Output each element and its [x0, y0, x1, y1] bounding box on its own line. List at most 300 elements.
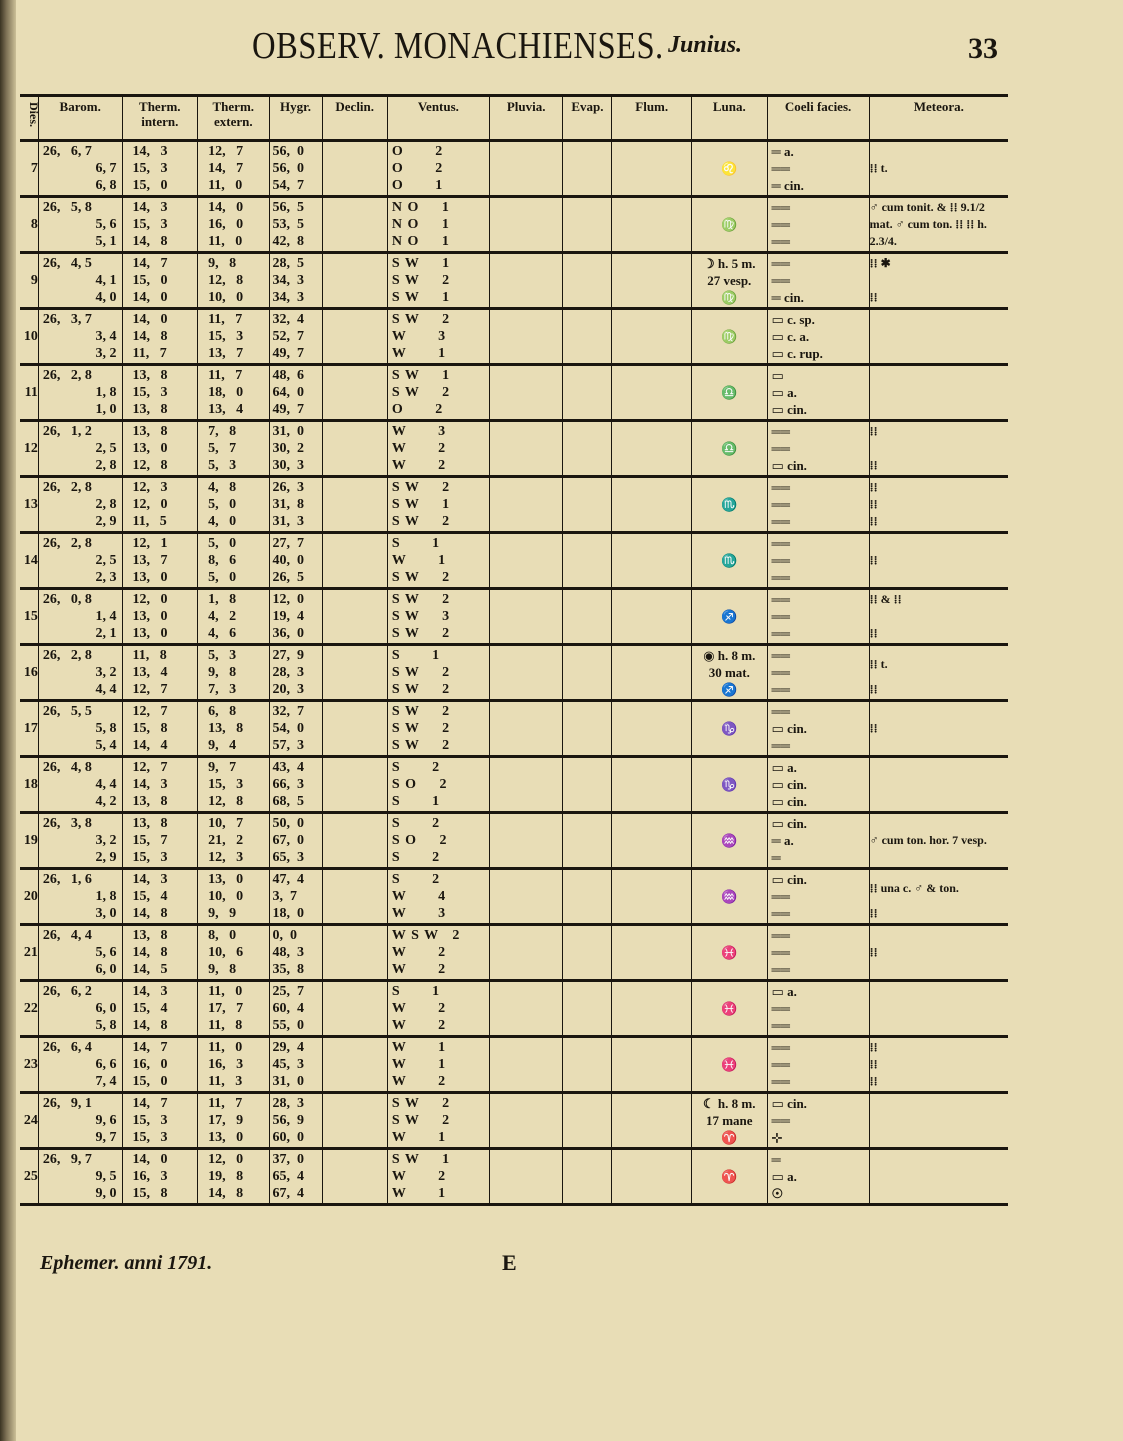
- luna-cell: [692, 701, 768, 757]
- vent-value: S W 2: [391, 570, 451, 585]
- pluvia-cell: [489, 813, 562, 869]
- vent-value: S 2: [391, 760, 441, 775]
- tin-value: 14, 0: [132, 312, 168, 327]
- tex-value: 5, 7: [208, 441, 237, 456]
- tex-value: 1, 8: [208, 592, 237, 607]
- baro-value: 4, 4: [95, 682, 117, 697]
- hyg-cell: [269, 589, 322, 645]
- page-title: OBSERV. MONACHIENSES.: [252, 25, 664, 67]
- vent-value: W 2: [391, 1018, 447, 1033]
- tex-cell: [198, 477, 269, 533]
- flum-cell: [612, 757, 692, 813]
- baro-value: 7, 4: [95, 1074, 117, 1089]
- baro-value: 26, 1, 2: [42, 424, 92, 439]
- coeli-value: ══: [771, 1018, 790, 1033]
- tin-value: 14, 3: [132, 777, 168, 792]
- hyg-value: 34, 3: [272, 290, 304, 305]
- luna-value: ♐: [721, 609, 738, 624]
- baro-value: 1, 0: [95, 402, 117, 417]
- table-row: [20, 421, 1008, 477]
- tex-value: 11, 7: [208, 368, 243, 383]
- tin-cell: [122, 645, 198, 701]
- coeli-value: ══: [771, 217, 790, 232]
- hyg-value: 34, 3: [272, 273, 304, 288]
- evap-cell: [563, 141, 612, 197]
- coeli-value: ══: [771, 480, 790, 495]
- tin-value: 14, 8: [132, 945, 168, 960]
- coeli-value: ═ a.: [771, 833, 794, 848]
- tex-value: 21, 2: [208, 833, 244, 848]
- coeli-value: ▭ a.: [771, 1169, 797, 1184]
- hyg-value: 3, 7: [272, 889, 297, 904]
- column-header: Barom.: [38, 96, 122, 141]
- coeli-value: ▭ cin.: [771, 458, 807, 473]
- hyg-value: 18, 0: [272, 906, 304, 921]
- hyg-value: 37, 0: [272, 1152, 304, 1167]
- declin-cell: [322, 477, 387, 533]
- page-header: [0, 18, 1123, 78]
- tex-value: 15, 3: [208, 777, 244, 792]
- vent-value: O 2: [391, 144, 444, 159]
- coeli-cell: [767, 421, 869, 477]
- tin-value: 15, 3: [132, 1113, 168, 1128]
- table-row: [20, 197, 1008, 253]
- hyg-value: 67, 4: [272, 1186, 304, 1201]
- pluvia-cell: [489, 589, 562, 645]
- meteora-value: ⁞⁞ & ⁞⁞: [869, 592, 902, 606]
- baro-value: 5, 1: [95, 234, 117, 249]
- tex-cell: [198, 365, 269, 421]
- vent-value: S W 2: [391, 592, 451, 607]
- hyg-cell: [269, 757, 322, 813]
- pluvia-cell: [489, 533, 562, 589]
- day-cell: 18: [20, 757, 38, 813]
- hyg-value: 55, 0: [272, 1018, 304, 1033]
- baro-value: 4, 4: [95, 777, 117, 792]
- luna-cell: [692, 197, 768, 253]
- baro-value: 26, 4, 8: [42, 760, 92, 775]
- tex-value: 13, 8: [208, 721, 244, 736]
- declin-cell: [322, 1149, 387, 1205]
- baro-value: 26, 5, 8: [42, 200, 92, 215]
- coeli-value: ▭ cin.: [771, 402, 807, 417]
- tin-value: 13, 8: [132, 424, 168, 439]
- hyg-cell: [269, 981, 322, 1037]
- coeli-value: ══: [771, 962, 790, 977]
- footer-ephemer: Ephemer. anni 1791.: [40, 1252, 213, 1274]
- hyg-value: 25, 7: [272, 984, 304, 999]
- meteora-cell: [869, 533, 1008, 589]
- tin-value: 15, 3: [132, 217, 168, 232]
- coeli-value: ⊹: [771, 1130, 783, 1145]
- vent-cell: [387, 253, 489, 309]
- hyg-value: 20, 3: [272, 682, 304, 697]
- meteora-value: ⁞⁞: [869, 1057, 878, 1071]
- pluvia-cell: [489, 141, 562, 197]
- vent-value: S W 2: [391, 682, 451, 697]
- tin-value: 14, 8: [132, 329, 168, 344]
- tin-value: 14, 7: [132, 1096, 168, 1111]
- baro-value: 6, 7: [95, 161, 117, 176]
- tex-value: 16, 3: [208, 1057, 244, 1072]
- hyg-value: 56, 9: [272, 1113, 304, 1128]
- coeli-cell: [767, 365, 869, 421]
- day-cell: 12: [20, 421, 38, 477]
- hyg-cell: [269, 1093, 322, 1149]
- hyg-cell: [269, 925, 322, 981]
- column-header: Flum.: [612, 96, 692, 141]
- baro-value: 2, 9: [95, 514, 117, 529]
- tex-value: 4, 2: [208, 609, 237, 624]
- hyg-cell: [269, 533, 322, 589]
- hyg-cell: [269, 477, 322, 533]
- vent-value: S W 2: [391, 312, 451, 327]
- tin-value: 15, 0: [132, 178, 168, 193]
- vent-value: S W 2: [391, 721, 451, 736]
- day-cell: 14: [20, 533, 38, 589]
- table-row: [20, 813, 1008, 869]
- luna-value: ♈: [721, 1130, 738, 1145]
- hyg-cell: [269, 141, 322, 197]
- hyg-value: 47, 4: [272, 872, 304, 887]
- tin-value: 14, 8: [132, 234, 168, 249]
- hyg-cell: [269, 869, 322, 925]
- meteora-cell: [869, 589, 1008, 645]
- day-cell: 16: [20, 645, 38, 701]
- tex-cell: [198, 253, 269, 309]
- baro-value: 6, 0: [95, 1001, 117, 1016]
- vent-value: S W 2: [391, 1096, 451, 1111]
- pluvia-cell: [489, 701, 562, 757]
- tin-value: 13, 8: [132, 402, 168, 417]
- tex-cell: [198, 813, 269, 869]
- tex-value: 8, 6: [208, 553, 237, 568]
- tex-value: 5, 0: [208, 536, 237, 551]
- evap-cell: [563, 421, 612, 477]
- flum-cell: [612, 869, 692, 925]
- tin-value: 15, 7: [132, 833, 168, 848]
- coeli-value: ══: [771, 928, 790, 943]
- meteora-cell: [869, 309, 1008, 365]
- tin-value: 14, 3: [132, 200, 168, 215]
- declin-cell: [322, 533, 387, 589]
- vent-value: S W 2: [391, 1113, 451, 1128]
- tin-cell: [122, 813, 198, 869]
- table-row: [20, 757, 1008, 813]
- luna-value: ♓: [721, 1001, 738, 1016]
- baro-value: 26, 3, 8: [42, 816, 92, 831]
- evap-cell: [563, 197, 612, 253]
- coeli-value: ══: [771, 570, 790, 585]
- baro-value: 2, 1: [95, 626, 117, 641]
- vent-cell: [387, 477, 489, 533]
- vent-value: W 3: [391, 906, 447, 921]
- hyg-value: 36, 0: [272, 626, 304, 641]
- vent-value: S 2: [391, 850, 441, 865]
- meteora-cell: [869, 925, 1008, 981]
- luna-value: ♒: [721, 833, 738, 848]
- baro-value: 6, 6: [95, 1057, 117, 1072]
- baro-value: 26, 2, 8: [42, 480, 92, 495]
- column-header: Ventus.: [387, 96, 489, 141]
- flum-cell: [612, 645, 692, 701]
- pluvia-cell: [489, 197, 562, 253]
- baro-value: 5, 6: [95, 945, 117, 960]
- table-row: [20, 645, 1008, 701]
- baro-value: 5, 4: [95, 738, 117, 753]
- coeli-value: ══: [771, 441, 790, 456]
- coeli-cell: [767, 1037, 869, 1093]
- meteora-cell: [869, 365, 1008, 421]
- baro-cell: [38, 141, 122, 197]
- tin-value: 15, 8: [132, 721, 168, 736]
- meteora-cell: [869, 421, 1008, 477]
- luna-cell: [692, 925, 768, 981]
- luna-value: ♓: [721, 945, 738, 960]
- baro-cell: [38, 813, 122, 869]
- luna-cell: [692, 477, 768, 533]
- tex-value: 18, 0: [208, 385, 244, 400]
- table-body: [20, 141, 1008, 1205]
- pluvia-cell: [489, 309, 562, 365]
- hyg-value: 54, 7: [272, 178, 304, 193]
- tin-value: 11, 8: [132, 648, 167, 663]
- tex-value: 10, 0: [208, 889, 244, 904]
- tin-cell: [122, 421, 198, 477]
- tin-value: 13, 8: [132, 816, 168, 831]
- column-header: Pluvia.: [489, 96, 562, 141]
- luna-cell: [692, 309, 768, 365]
- vent-cell: [387, 1149, 489, 1205]
- tex-cell: [198, 421, 269, 477]
- flum-cell: [612, 981, 692, 1037]
- tin-value: 14, 3: [132, 984, 168, 999]
- tex-value: 11, 0: [208, 178, 243, 193]
- tex-value: 9, 8: [208, 256, 237, 271]
- hyg-value: 57, 3: [272, 738, 304, 753]
- column-header: Therm. extern.: [198, 96, 269, 141]
- hyg-value: 27, 9: [272, 648, 304, 663]
- tin-cell: [122, 981, 198, 1037]
- hyg-value: 60, 0: [272, 1130, 304, 1145]
- coeli-value: ▭ c. a.: [771, 329, 810, 344]
- coeli-value: ══: [771, 497, 790, 512]
- vent-cell: [387, 869, 489, 925]
- table-header: [20, 96, 1008, 141]
- luna-value: ◉ h. 8 m.: [703, 648, 756, 663]
- hyg-value: 68, 5: [272, 794, 304, 809]
- coeli-cell: [767, 701, 869, 757]
- meteora-value: ⁞⁞: [869, 626, 878, 640]
- evap-cell: [563, 1037, 612, 1093]
- tin-value: 15, 4: [132, 889, 168, 904]
- meteora-value: ⁞⁞: [869, 682, 878, 696]
- luna-value: ♓: [721, 1057, 738, 1072]
- baro-value: 4, 1: [95, 273, 117, 288]
- vent-value: O 2: [391, 402, 444, 417]
- day-cell: 11: [20, 365, 38, 421]
- tex-value: 11, 0: [208, 234, 243, 249]
- tin-value: 12, 3: [132, 480, 168, 495]
- evap-cell: [563, 1093, 612, 1149]
- coeli-value: ═ cin.: [771, 290, 804, 305]
- evap-cell: [563, 477, 612, 533]
- vent-value: W S W 2: [391, 928, 461, 943]
- pluvia-cell: [489, 365, 562, 421]
- page-footer: [0, 1248, 1123, 1288]
- baro-cell: [38, 1149, 122, 1205]
- vent-value: S W 1: [391, 1152, 451, 1167]
- coeli-cell: [767, 925, 869, 981]
- tin-value: 13, 8: [132, 368, 168, 383]
- hyg-value: 12, 0: [272, 592, 304, 607]
- luna-value: ♑: [721, 721, 738, 736]
- pluvia-cell: [489, 757, 562, 813]
- hyg-value: 31, 0: [272, 424, 304, 439]
- coeli-cell: [767, 589, 869, 645]
- tex-value: 9, 8: [208, 665, 237, 680]
- tex-value: 12, 8: [208, 273, 244, 288]
- baro-value: 26, 6, 4: [42, 1040, 92, 1055]
- flum-cell: [612, 197, 692, 253]
- vent-value: W 2: [391, 962, 447, 977]
- coeli-value: ▭: [771, 368, 784, 383]
- tin-value: 14, 0: [132, 1152, 168, 1167]
- baro-value: 2, 9: [95, 850, 117, 865]
- flum-cell: [612, 141, 692, 197]
- baro-value: 2, 8: [95, 458, 117, 473]
- vent-value: S 2: [391, 872, 441, 887]
- hyg-cell: [269, 1037, 322, 1093]
- baro-cell: [38, 477, 122, 533]
- tex-value: 5, 3: [208, 648, 237, 663]
- luna-value: ♑: [721, 777, 738, 792]
- vent-cell: [387, 813, 489, 869]
- meteora-value: ⁞⁞ una c. ♂ & ton.: [869, 880, 959, 895]
- hyg-value: 32, 7: [272, 704, 304, 719]
- hyg-cell: [269, 813, 322, 869]
- vent-value: W 1: [391, 1186, 447, 1201]
- tin-value: 13, 8: [132, 928, 168, 943]
- coeli-value: ══: [771, 592, 790, 607]
- vent-value: S W 2: [391, 273, 451, 288]
- pluvia-cell: [489, 253, 562, 309]
- day-cell: 24: [20, 1093, 38, 1149]
- hyg-cell: [269, 197, 322, 253]
- hyg-cell: [269, 645, 322, 701]
- flum-cell: [612, 533, 692, 589]
- pluvia-cell: [489, 421, 562, 477]
- table-row: [20, 925, 1008, 981]
- baro-value: 5, 8: [95, 721, 117, 736]
- tin-cell: [122, 533, 198, 589]
- day-cell: 19: [20, 813, 38, 869]
- vent-value: S W 3: [391, 609, 451, 624]
- vent-cell: [387, 309, 489, 365]
- meteora-cell: [869, 869, 1008, 925]
- vent-cell: [387, 925, 489, 981]
- declin-cell: [322, 365, 387, 421]
- tex-value: 12, 8: [208, 794, 244, 809]
- baro-value: 3, 2: [95, 665, 117, 680]
- vent-value: W 3: [391, 424, 447, 439]
- meteora-value: ⁞⁞: [869, 497, 878, 511]
- vent-value: W 1: [391, 553, 447, 568]
- luna-cell: [692, 813, 768, 869]
- coeli-value: ══: [771, 906, 790, 921]
- tex-cell: [198, 701, 269, 757]
- baro-cell: [38, 645, 122, 701]
- hyg-value: 31, 0: [272, 1074, 304, 1089]
- tex-value: 11, 7: [208, 1096, 243, 1111]
- baro-value: 3, 2: [95, 833, 117, 848]
- hyg-value: 31, 3: [272, 514, 304, 529]
- flum-cell: [612, 1093, 692, 1149]
- meteora-value: ⁞⁞: [869, 424, 878, 438]
- tex-value: 6, 8: [208, 704, 237, 719]
- vent-value: S W 2: [391, 480, 451, 495]
- tin-value: 15, 4: [132, 1001, 168, 1016]
- tin-value: 13, 4: [132, 665, 168, 680]
- coeli-cell: [767, 141, 869, 197]
- day-cell: 21: [20, 925, 38, 981]
- tin-cell: [122, 141, 198, 197]
- luna-value: ♏: [721, 553, 738, 568]
- tin-value: 15, 3: [132, 850, 168, 865]
- month-label: Junius.: [668, 32, 743, 58]
- luna-cell: [692, 645, 768, 701]
- vent-cell: [387, 365, 489, 421]
- tex-cell: [198, 533, 269, 589]
- tin-cell: [122, 477, 198, 533]
- coeli-value: ▭ cin.: [771, 721, 807, 736]
- column-header: Therm. intern.: [122, 96, 198, 141]
- meteora-cell: [869, 981, 1008, 1037]
- baro-value: 2, 5: [95, 553, 117, 568]
- declin-cell: [322, 701, 387, 757]
- hyg-value: 27, 7: [272, 536, 304, 551]
- hyg-value: 56, 5: [272, 200, 304, 215]
- vent-value: W 1: [391, 1040, 447, 1055]
- column-header: Luna.: [692, 96, 768, 141]
- vent-cell: [387, 141, 489, 197]
- meteora-value: ⁞⁞: [869, 721, 878, 735]
- hyg-value: 52, 7: [272, 329, 304, 344]
- vent-cell: [387, 1093, 489, 1149]
- tex-value: 13, 0: [208, 872, 244, 887]
- declin-cell: [322, 813, 387, 869]
- hyg-value: 49, 7: [272, 402, 304, 417]
- meteora-cell: [869, 1093, 1008, 1149]
- tin-value: 12, 8: [132, 458, 168, 473]
- hyg-value: 30, 2: [272, 441, 304, 456]
- coeli-cell: [767, 253, 869, 309]
- tin-value: 12, 7: [132, 760, 168, 775]
- declin-cell: [322, 1037, 387, 1093]
- meteora-cell: [869, 253, 1008, 309]
- hyg-value: 19, 4: [272, 609, 304, 624]
- tex-value: 10, 7: [208, 816, 244, 831]
- tex-value: 11, 3: [208, 1074, 243, 1089]
- flum-cell: [612, 1037, 692, 1093]
- baro-value: 6, 0: [95, 962, 117, 977]
- luna-value: ♌: [721, 161, 738, 176]
- baro-value: 26, 6, 7: [42, 144, 92, 159]
- coeli-value: ▭ c. sp.: [771, 312, 815, 327]
- tex-value: 9, 9: [208, 906, 237, 921]
- tex-value: 10, 6: [208, 945, 244, 960]
- hyg-value: 26, 5: [272, 570, 304, 585]
